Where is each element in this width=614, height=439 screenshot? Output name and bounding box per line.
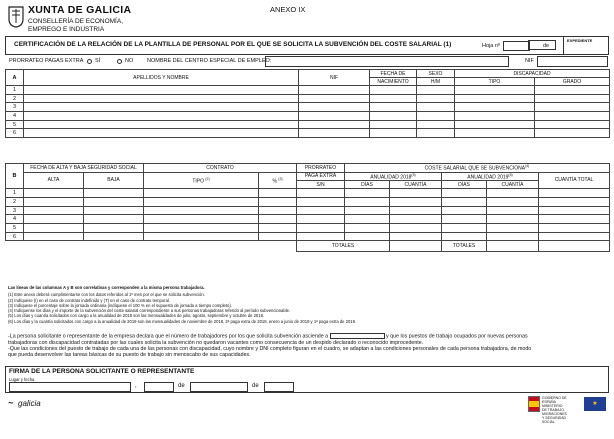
header-sexo-2: H/M: [417, 78, 455, 86]
table-b-row: [6, 224, 610, 233]
galicia-logo: [8, 396, 68, 414]
declaration: [8, 333, 608, 358]
grado-cell[interactable]: [535, 94, 610, 103]
baja-cell[interactable]: [84, 232, 144, 241]
header-fecha-2: NACIMIENTO: [370, 78, 417, 86]
fecha-nacimiento-cell[interactable]: [370, 86, 417, 95]
tipo-discapacidad-cell[interactable]: [455, 129, 535, 138]
nombre-cell[interactable]: [24, 129, 299, 138]
nombre-cell[interactable]: [24, 94, 299, 103]
cuantia-2018-cell[interactable]: [390, 189, 442, 198]
xunta-shield-icon: [8, 6, 24, 28]
nif-cell[interactable]: [299, 103, 370, 112]
header-anualidad-2018: ANUALIDAD 2018$^{(5)}$: [345, 172, 442, 181]
comma-label: ,: [135, 383, 137, 389]
brand-name: XUNTA DE GALICIA: [28, 4, 132, 16]
dias-2018-cell[interactable]: [345, 189, 390, 198]
declaration-line-2: trabajadoras con discapacidad contratadas por las cuales solicita la subvención no quedaron vacantes como consecuencia de un despido declarado o reconocido improcedente.: [8, 339, 424, 346]
header-anualidad-2019: ANUALIDAD 2019$^{(6)}$: [442, 172, 539, 181]
header-cuantia-2018: CUANTÍA: [390, 181, 442, 189]
alta-cell[interactable]: [24, 189, 84, 198]
grado-cell[interactable]: [535, 86, 610, 95]
sexo-cell[interactable]: [417, 120, 455, 129]
fecha-nacimiento-cell[interactable]: [370, 129, 417, 138]
fecha-nacimiento-cell[interactable]: [370, 94, 417, 103]
note-item: (3) Indíquese el porcentaje sobre la jornada ordinaria (indíquese el 100 % en el supuesto de jornada a tiempo completo).: [8, 302, 232, 308]
totales-cuantia-2018[interactable]: [390, 241, 442, 252]
porcentaje-cell[interactable]: [259, 224, 297, 233]
hoja-number-field[interactable]: [503, 41, 530, 51]
sexo-cell[interactable]: [417, 129, 455, 138]
signature-title: FIRMA DE LA PERSONA SOLICITANTE O REPRESENTANTE: [9, 368, 195, 375]
fecha-nacimiento-cell[interactable]: [370, 103, 417, 112]
cuantia-2018-cell[interactable]: [390, 232, 442, 241]
note-item: (6) Los días y la cuantía solicitados con cargo a la anualidad de 2019 son las mensualidades de noviembre de 2018, 2ª paga extra de 2018, enero a junio de 2019 y 1ª paga extra de 2019.: [8, 318, 357, 324]
hoja-de-label: de: [543, 43, 550, 49]
prorrateo-cell[interactable]: [297, 224, 345, 233]
grado-cell[interactable]: [535, 112, 610, 121]
prorrateo-cell[interactable]: [297, 189, 345, 198]
nif-cell[interactable]: [299, 120, 370, 129]
alta-cell[interactable]: [24, 232, 84, 241]
dias-2019-cell[interactable]: [442, 215, 487, 224]
cuantia-2019-cell[interactable]: [487, 224, 539, 233]
nombre-cell[interactable]: [24, 103, 299, 112]
nif-label: NIF: [525, 58, 534, 64]
baja-cell[interactable]: [84, 215, 144, 224]
tipo-discapacidad-cell[interactable]: [455, 94, 535, 103]
table-a-row: [6, 129, 610, 138]
header-grado: GRADO: [535, 78, 610, 86]
tipo-contrato-cell[interactable]: [144, 232, 259, 241]
centro-nif-field[interactable]: [537, 56, 608, 67]
header-prorrateo-2: PAGA EXTRA: [297, 172, 345, 181]
porcentaje-cell[interactable]: [259, 206, 297, 215]
department-line-1: CONSELLERÍA DE ECONOMÍA,: [28, 18, 123, 25]
tipo-contrato-cell[interactable]: [144, 215, 259, 224]
table-b-row: [6, 189, 610, 198]
cuantia-2018-cell[interactable]: [390, 206, 442, 215]
row-number: 6: [6, 129, 24, 138]
table-b: [5, 163, 610, 252]
nif-cell[interactable]: [299, 94, 370, 103]
totales-cuantia-total[interactable]: [539, 241, 610, 252]
sexo-cell[interactable]: [417, 86, 455, 95]
header-prorrateo-3: S/N: [297, 181, 345, 189]
prorrateo-cell[interactable]: [297, 206, 345, 215]
header-contrato: CONTRATO: [144, 164, 297, 173]
declaration-line-1: -La persona solicitante o representante de la empresa declara que el número de trabajadores por los que solicita subvención asciende a y que los puestos de trabajo ocupados por nuevas personas: [8, 333, 528, 340]
row-number: 2: [6, 198, 24, 207]
porcentaje-cell[interactable]: [259, 232, 297, 241]
dias-2019-cell[interactable]: [442, 189, 487, 198]
cuantia-total-cell[interactable]: [539, 224, 610, 233]
grado-cell[interactable]: [535, 103, 610, 112]
galicia-mark-icon: ~: [8, 398, 14, 408]
table-b-row: [6, 232, 610, 241]
cuantia-2018-cell[interactable]: [390, 198, 442, 207]
row-number: 2: [6, 94, 24, 103]
cuantia-2019-cell[interactable]: [487, 189, 539, 198]
nombre-cell[interactable]: [24, 86, 299, 95]
expediente-label: EXPEDIENTE: [567, 38, 593, 43]
sexo-cell[interactable]: [417, 103, 455, 112]
baja-cell[interactable]: [84, 206, 144, 215]
baja-cell[interactable]: [84, 224, 144, 233]
notes-intro: Las líneas de las columnas A y B son correlativas y corresponden a la misma persona trabajadora.: [8, 285, 205, 290]
totales-label-2019: TOTALES: [442, 241, 487, 252]
table-a-row: [6, 94, 610, 103]
table-b-row: [6, 198, 610, 207]
eu-flag-icon: ★: [584, 397, 606, 411]
cuantia-2019-cell[interactable]: [487, 232, 539, 241]
tipo-discapacidad-cell[interactable]: [455, 112, 535, 121]
note-item: (5) Los días y cuantía solicitados con cargo a la anualidad de 2018 son las mensualidades de julio, agosto, septiembre y octubre de 2018.: [8, 313, 265, 319]
month-field[interactable]: [190, 382, 248, 392]
radio-si[interactable]: [87, 59, 92, 64]
document-title: CERTIFICACIÓN DE LA RELACIÓN DE LA PLANTILLA DE PERSONAL POR EL QUE SE SOLICITA LA SUBVENCIÓN DEL COSTE SALARIAL (1): [14, 41, 452, 48]
nif-cell[interactable]: [299, 86, 370, 95]
footnotes: [8, 285, 608, 324]
header-sexo-1: SEXO: [417, 70, 455, 78]
radio-si-label: SÍ: [95, 58, 101, 64]
table-a-row: [6, 112, 610, 121]
cuantia-2019-cell[interactable]: [487, 215, 539, 224]
prorrateo-cell[interactable]: [297, 232, 345, 241]
row-number: 1: [6, 86, 24, 95]
row-number: 6: [6, 232, 24, 241]
alta-cell[interactable]: [24, 198, 84, 207]
baja-cell[interactable]: [84, 198, 144, 207]
header-nombre: APELLIDOS Y NOMBRE: [24, 70, 299, 86]
section-a-label: A: [6, 70, 24, 86]
porcentaje-cell[interactable]: [259, 189, 297, 198]
cuantia-total-cell[interactable]: [539, 206, 610, 215]
tipo-contrato-cell[interactable]: [144, 224, 259, 233]
row-number: 5: [6, 224, 24, 233]
place-field[interactable]: [9, 382, 131, 392]
header-coste: COSTE SALARIAL QUE SE SUBVENCIONA$^{(4)}$: [345, 164, 610, 173]
sexo-cell[interactable]: [417, 112, 455, 121]
grado-cell[interactable]: [535, 129, 610, 138]
header-alta: ALTA: [24, 172, 84, 189]
header-dias-2019: DÍAS: [442, 181, 487, 189]
dias-2018-cell[interactable]: [345, 232, 390, 241]
row-number: 3: [6, 103, 24, 112]
dias-2018-cell[interactable]: [345, 215, 390, 224]
centro-name-field[interactable]: [265, 56, 509, 67]
dias-2019-cell[interactable]: [442, 206, 487, 215]
de-label-1: de: [178, 383, 185, 389]
prorrateo-row: [5, 56, 609, 68]
header-cuantia-total: CUANTÍA TOTAL: [539, 172, 610, 189]
row-number: 4: [6, 112, 24, 121]
tipo-contrato-cell[interactable]: [144, 198, 259, 207]
dias-2019-cell[interactable]: [442, 198, 487, 207]
table-b-row: [6, 215, 610, 224]
dias-2019-cell[interactable]: [442, 224, 487, 233]
expediente-box[interactable]: [563, 37, 609, 54]
note-item: (1) Este anexo deberá cumplimentarse con los datos referidos al 1º mes por el que se solicita subvención.: [8, 292, 205, 298]
centro-label: NOMBRE DEL CENTRO ESPECIAL DE EMPLEO:: [147, 58, 272, 64]
totales-cuantia-2019[interactable]: [487, 241, 539, 252]
note-item: (2) Indíquese (I) en el caso de contrato indefinido y (T) en el caso de contrato temporal.: [8, 297, 171, 303]
row-number: 3: [6, 206, 24, 215]
header-tipo: TIPO: [455, 78, 535, 86]
day-field[interactable]: [144, 382, 174, 392]
row-number: 4: [6, 215, 24, 224]
header-porcentaje: % $^{(3)}$: [259, 172, 297, 189]
cuantia-2018-cell[interactable]: [390, 215, 442, 224]
cuantia-total-cell[interactable]: [539, 189, 610, 198]
grado-cell[interactable]: [535, 120, 610, 129]
section-b-label: B: [6, 164, 24, 189]
cuantia-total-cell[interactable]: [539, 215, 610, 224]
header-nif: NIF: [299, 70, 370, 86]
alta-cell[interactable]: [24, 215, 84, 224]
dias-2018-cell[interactable]: [345, 224, 390, 233]
table-a-row: [6, 103, 610, 112]
dias-2019-cell[interactable]: [442, 232, 487, 241]
nombre-cell[interactable]: [24, 112, 299, 121]
annex-label: ANEXO IX: [270, 5, 306, 14]
totales-label-2018: TOTALES: [297, 241, 390, 252]
header-fecha-ss: FECHA DE ALTA Y BAJA SEGURIDAD SOCIAL: [24, 164, 144, 173]
tipo-contrato-cell[interactable]: [144, 206, 259, 215]
nif-cell[interactable]: [299, 112, 370, 121]
nombre-cell[interactable]: [24, 120, 299, 129]
signature-subtitle: Lugar y fecha: [9, 377, 35, 382]
cuantia-2019-cell[interactable]: [487, 206, 539, 215]
ministry-text: GOBIERNO DE ESPAÑA MINISTERIO DE TRABAJO, MIGRACIONES Y SEGURIDAD SOCIAL: [542, 396, 567, 424]
note-item: (4) Indíquense los días y el importe de la subvención del coste salarial correspondiente a sus personas trabajadoras referido al período subvencionable.: [8, 308, 291, 314]
department-line-2: EMPREGO E INDUSTRIA: [28, 26, 105, 33]
tipo-contrato-cell[interactable]: [144, 189, 259, 198]
header-prorrateo-1: PRORRATEO: [297, 164, 345, 173]
fecha-nacimiento-cell[interactable]: [370, 120, 417, 129]
ministry-logos: [528, 396, 610, 424]
tipo-discapacidad-cell[interactable]: [455, 103, 535, 112]
prorrateo-cell[interactable]: [297, 198, 345, 207]
porcentaje-cell[interactable]: [259, 198, 297, 207]
row-number: 5: [6, 120, 24, 129]
table-a: [5, 69, 610, 138]
tipo-discapacidad-cell[interactable]: [455, 120, 535, 129]
hoja-label: Hoja nº: [482, 43, 500, 49]
xunta-logo: [8, 4, 148, 36]
declaration-line-3: -Que las condiciones del puesto de trabajo de cada una de las personas con discapacidad, cuyo nombre y DNI completo figuran en el cuadro, se adaptan a las condiciones personales de cada persona trabajadora, de modo: [8, 345, 532, 352]
header-tipo-contrato: TIPO $^{(2)}$: [144, 172, 259, 189]
cuantia-total-cell[interactable]: [539, 232, 610, 241]
de-label-2: de: [252, 383, 259, 389]
table-a-row: [6, 120, 610, 129]
dias-2018-cell[interactable]: [345, 206, 390, 215]
alta-cell[interactable]: [24, 206, 84, 215]
hoja-total-field[interactable]: [528, 40, 556, 50]
prorrateo-cell[interactable]: [297, 215, 345, 224]
header-baja: BAJA: [84, 172, 144, 189]
cuantia-2018-cell[interactable]: [390, 224, 442, 233]
fecha-nacimiento-cell[interactable]: [370, 112, 417, 121]
tipo-discapacidad-cell[interactable]: [455, 86, 535, 95]
alta-cell[interactable]: [24, 224, 84, 233]
worker-count-field[interactable]: [330, 333, 385, 339]
table-b-row: [6, 206, 610, 215]
declaration-line-4: que pueda desenvolver las tareas básicas de su puesto de trabajo sin menoscabo de sus capacidades.: [8, 352, 251, 359]
cuantia-total-cell[interactable]: [539, 198, 610, 207]
baja-cell[interactable]: [84, 189, 144, 198]
header-discapacidad: DISCAPACIDAD: [455, 70, 610, 78]
sexo-cell[interactable]: [417, 94, 455, 103]
dias-2018-cell[interactable]: [345, 198, 390, 207]
galicia-text: galicia: [18, 399, 41, 408]
header-fecha-1: FECHA DE: [370, 70, 417, 78]
signature-section: [5, 366, 609, 393]
header-dias-2018: DÍAS: [345, 181, 390, 189]
prorrateo-label: PRORRATEO PAGAS EXTRA: [9, 58, 84, 64]
header-cuantia-2019: CUANTÍA: [487, 181, 539, 189]
nif-cell[interactable]: [299, 129, 370, 138]
radio-no-label: NO: [125, 58, 134, 64]
year-field[interactable]: [264, 382, 294, 392]
porcentaje-cell[interactable]: [259, 215, 297, 224]
title-bar: [5, 36, 609, 55]
spain-crest-icon: [528, 396, 540, 412]
table-a-row: [6, 86, 610, 95]
cuantia-2019-cell[interactable]: [487, 198, 539, 207]
row-number: 1: [6, 189, 24, 198]
radio-no[interactable]: [117, 59, 122, 64]
